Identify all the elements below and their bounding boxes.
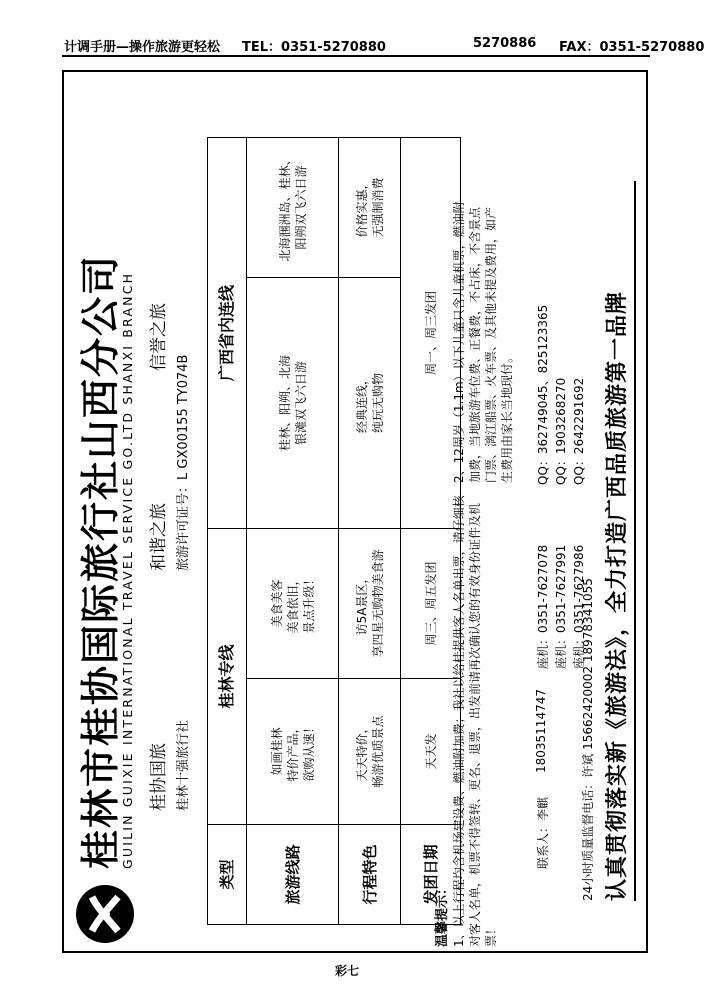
cell-departure: 天天发	[401, 679, 461, 825]
slogan-brand: 桂协国旅	[149, 743, 169, 811]
cell-departure: 周三、周五发团	[401, 528, 461, 678]
manual-title: 计调手册—操作旅游更轻松	[64, 40, 221, 55]
contact-qq: QQ：362749045、825123365	[536, 304, 550, 485]
contact-mobile: 18035114747	[534, 689, 548, 773]
header-guilin-line: 桂林专线	[208, 528, 247, 824]
tips-title: 温馨提示：	[435, 881, 450, 947]
page-number: 彩七	[335, 964, 360, 978]
contact-qq: QQ：1903268270	[554, 377, 568, 485]
rotated-ad	[62, 70, 648, 953]
label-route: 旅游线路	[247, 825, 339, 925]
contact-landline: 座机：0351-7627986	[572, 544, 586, 669]
company-english-name: GUILIN GUIXIE INTERNATIONAL TRAVEL SERVICE GO.LTD SHANXI BRANCH	[120, 271, 135, 869]
agency-rank: 桂林十强旅行社	[176, 719, 191, 811]
slogan-credit: 信誉之旅	[149, 303, 169, 371]
cell-feature: 价格实惠， 无强制消费	[339, 137, 401, 277]
tip-item-1: 1、以上行程均含机场建设费、燃油附加费；我社以给桂提供客人名单出票，请仔细核对客人名单，机票不得签转、更名、退票，出发前请再次确认您的有效身份证件及机票！	[452, 495, 498, 947]
header-guangxi-line: 广西省内连线	[208, 137, 247, 528]
header-type: 类型	[208, 825, 247, 925]
travel-tips	[435, 427, 499, 947]
cell-departure: 周一、周三发团	[401, 137, 461, 528]
contact-landline: 座机：0351-7627078	[536, 544, 550, 669]
gxt-logo-icon	[74, 883, 136, 945]
header-rule	[62, 55, 650, 57]
tel-number: TEL：0351-5270880	[242, 40, 386, 55]
cell-route: 如画桂林 特价产品， 欲购从速！	[247, 679, 339, 825]
tip-item-2: 2、12周岁（1.1m）以下儿童只含儿童机票，燃油附加费，当地旅游车位费、正餐费，不占床，不含景点门票、漓江船票、火车票、及其他未提及费用，如产生费用由家长当地现付。	[452, 201, 514, 483]
license-number: 旅游许可证号：L GX00155 TY074B	[176, 354, 191, 571]
slogan-underline	[634, 181, 636, 901]
cell-feature: 经典连线， 纯玩无购物	[339, 277, 401, 528]
cell-feature: 访5A景区， 享四星无购物美食游	[339, 528, 401, 678]
cell-route: 北海涠洲岛、桂林、 阳朔双飞六日游	[247, 137, 339, 277]
cell-route: 美食美客 美食依旧， 景点升级！	[247, 528, 339, 678]
brand-slogan: 认真贯彻落实新《旅游法》，全力打造广西品质旅游第一品牌	[605, 290, 630, 901]
label-departure: 发团日期	[401, 825, 461, 925]
fax-number: FAX：0351-5270880	[559, 40, 705, 55]
contact-qq: QQ：2642291692	[572, 377, 586, 485]
cell-feature: 天天特价， 畅游优质景点	[339, 679, 401, 825]
quality-hotline: 24小时质量监督电话：许斌 15662420002 18978341055	[581, 578, 595, 901]
company-name: 桂林市桂协国际旅行社山西分公司	[79, 253, 124, 869]
route-table	[207, 137, 461, 925]
cell-route: 桂林、阳朔、北海 银滩双飞六日游	[247, 277, 339, 528]
contact-person: 联系人：李麒	[536, 796, 550, 869]
contact-landline: 座机：0351-7627991	[554, 544, 568, 669]
page-header	[64, 36, 705, 55]
label-feature: 行程特色	[339, 825, 401, 925]
tel-number-2: 5270886	[473, 36, 537, 51]
slogan-harmony: 和谐之旅	[149, 503, 169, 571]
